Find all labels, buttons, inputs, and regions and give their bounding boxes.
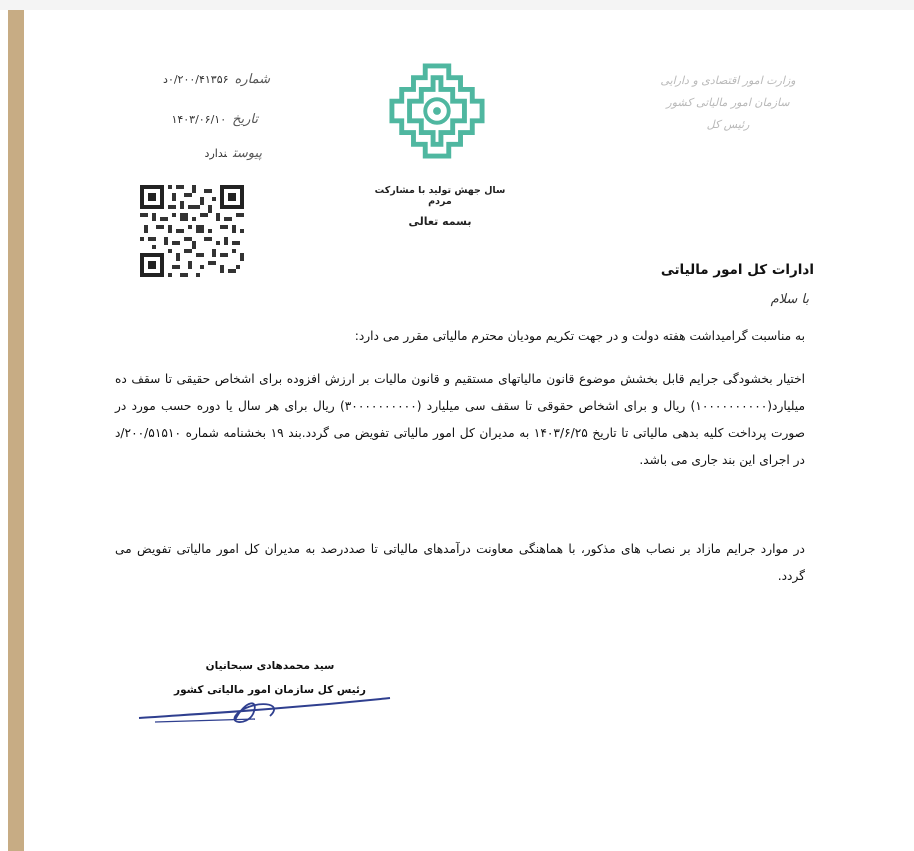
top-edge — [0, 0, 914, 10]
ministry-header — [628, 70, 828, 136]
attachment-label: پیوست — [232, 146, 262, 161]
bismillah: بسمه تعالی — [408, 215, 472, 228]
qr-code-icon — [140, 185, 244, 277]
letter-date — [140, 112, 258, 127]
handwritten-signature-icon — [135, 680, 395, 740]
signatory-name: سید محمدهادی سبحانیان — [205, 660, 335, 672]
signatory-title: رئیس کل سازمان امور مالیاتی کشور — [174, 684, 366, 696]
tax-organization-logo-icon — [388, 62, 486, 160]
date-label: تاریخ — [232, 112, 258, 127]
paragraph-intro: به مناسبت گرامیداشت هفته دولت و در جهت تکریم مودیان محترم مالیاتی مقرر می دارد: — [354, 329, 805, 343]
letter-attachment — [140, 146, 262, 161]
paragraph-main: اختیار بخشودگی جرایم قابل بخشش موضوع قانون مالیاتهای مستقیم و قانون مالیات بر ارزش افزوده برای اشخاص حقیقی تا سقف ده میلیارد(۱۰۰۰۰۰۰۰۰۰۰) ریال و برای اشخاص حقوقی تا سقف سی میلیارد (۳۰۰۰۰۰۰۰۰۰۰) ریال برای هر سال یا دوره حسب مورد در صورت پرداخت کلیه بدهی مالیاتی تا تاریخ ۱۴۰۳/۶/۲۵ به مدیران کل امور مالیاتی تفویض می گردد.بند ۱۹ بخشنامه شماره ۲۰۰/۵۱۵۱۰/د در اجرای این بند جاری می باشد. — [115, 372, 805, 467]
page-side-bar — [8, 10, 24, 851]
number-label: شماره — [234, 72, 270, 87]
year-slogan: سال جهش تولید با مشارکت مردم — [374, 185, 506, 207]
date-value: ۱۴۰۳/۰۶/۱۰ — [171, 113, 227, 126]
attachment-value: ندارد — [204, 147, 227, 160]
number-value: ۰/۲۰۰/۴۱۳۵۶د — [163, 73, 229, 86]
ministry-line: سازمان امور مالیاتی کشور — [666, 96, 790, 109]
letter-number — [140, 72, 270, 87]
recipient: ادارات کل امور مالیاتی — [660, 262, 814, 278]
ministry-line: رئیس کل — [706, 118, 750, 131]
paragraph-excess: در موارد جرایم مازاد بر نصاب های مذکور، با هماهنگی معاونت درآمدهای مالیاتی تا صددرصد به مدیران کل امور مالیاتی تفویض می گردد. — [115, 542, 805, 583]
ministry-line: وزارت امور اقتصادی و دارایی — [660, 74, 796, 87]
greeting: با سلام — [770, 292, 809, 307]
